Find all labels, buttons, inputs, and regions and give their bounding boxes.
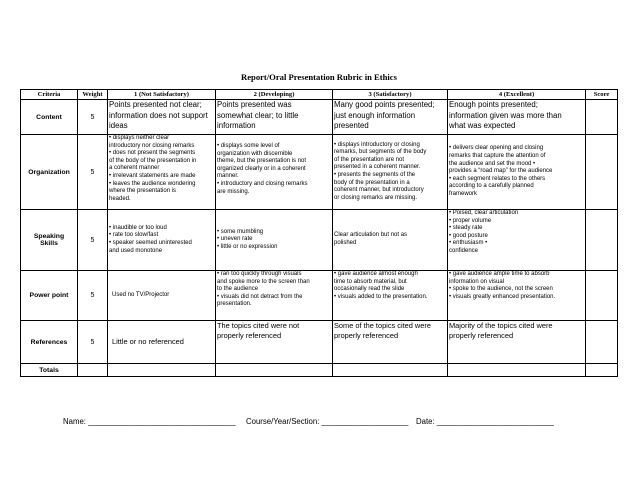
date-field[interactable]: Date: ___________________________ <box>416 417 554 426</box>
score-organization[interactable] <box>586 135 618 210</box>
references-level-2: The topics cited were not properly referenced <box>216 321 333 364</box>
row-speaking-skills <box>21 210 618 271</box>
weight-speaking-skills: 5 <box>78 210 108 271</box>
content-level-1: Points presented not clear; information does not support ideas <box>108 100 216 135</box>
row-totals <box>21 364 618 377</box>
content-level-2: Points presented was somewhat clear; to little information <box>216 100 333 135</box>
header-row <box>21 90 618 100</box>
header-level-1: 1 (Not Satisfactory) <box>108 90 216 100</box>
speaking-level-2: • some mumbling • uneven rate • little or no expression <box>216 210 333 271</box>
rubric-table <box>20 89 618 377</box>
totals-level-2 <box>216 364 333 377</box>
header-level-3: 3 (Satisfactory) <box>333 90 448 100</box>
header-criteria: Criteria <box>21 90 78 100</box>
organization-level-1: • displays neither clear introductory nor closing remarks • does not present the segments of the body of the presentation in a coherent manner • irrelevant statements are made • leaves the audience wondering where the presentation is headed. <box>108 135 216 210</box>
totals-level-1 <box>108 364 216 377</box>
score-references[interactable] <box>586 321 618 364</box>
course-year-section-field[interactable]: Course/Year/Section: ____________________ <box>246 417 409 426</box>
totals-level-3 <box>333 364 448 377</box>
score-content[interactable] <box>586 100 618 135</box>
weight-references: 5 <box>78 321 108 364</box>
references-level-1: Little or no referenced <box>108 321 216 364</box>
weight-organization: 5 <box>78 135 108 210</box>
content-level-3: Many good points presented; just enough information presented <box>333 100 448 135</box>
power-point-level-2: • ran too quickly through visuals and spoke more to the screen than to the audience • visuals did not detract from the presentation. <box>216 271 333 321</box>
criteria-speaking-skills: Speaking Skills <box>21 210 78 271</box>
name-field[interactable]: Name: __________________________________ <box>63 417 236 426</box>
score-power-point[interactable] <box>586 271 618 321</box>
organization-level-2: • displays some level of organization with discernible theme, but the presentation is not organized clearly or in a coherent manner. • introductory and closing remarks are missing. <box>216 135 333 210</box>
content-level-4: Enough points presented; information given was more than what was expected <box>448 100 586 135</box>
score-speaking-skills[interactable] <box>586 210 618 271</box>
totals-level-4 <box>448 364 586 377</box>
totals-label: Totals <box>21 364 78 377</box>
totals-weight <box>78 364 108 377</box>
organization-level-3: • displays introductory or closing remarks, but segments of the body of the presentation are not presented in a coherent manner. • presents the segments of the body of the presentation in a coherent manner, but introductory or closing remarks are missing. <box>333 135 448 210</box>
criteria-content: Content <box>21 100 78 135</box>
references-level-3: Some of the topics cited were properly referenced <box>333 321 448 364</box>
references-level-4: Majority of the topics cited were properly referenced <box>448 321 586 364</box>
weight-content: 5 <box>78 100 108 135</box>
header-weight: Weight <box>78 90 108 100</box>
header-score: Score <box>586 90 618 100</box>
totals-score[interactable] <box>586 364 618 377</box>
row-power-point <box>21 271 618 321</box>
header-level-4: 4 (Excellent) <box>448 90 586 100</box>
criteria-power-point: Power point <box>21 271 78 321</box>
power-point-level-3: • gave audience almost enough time to absorb material, but occasionally read the slide • visuals added to the presentation. <box>333 271 448 321</box>
speaking-level-4: • Poised, clear articulation • proper volume • steady rate • good posture • enthusiasm • confidence <box>448 210 586 271</box>
speaking-level-1: • inaudible or too loud • rate too slow/fast • speaker seemed uninterested and used monotone <box>108 210 216 271</box>
row-references <box>21 321 618 364</box>
criteria-references: References <box>21 321 78 364</box>
weight-power-point: 5 <box>78 271 108 321</box>
criteria-organization: Organization <box>21 135 78 210</box>
rubric-title: Report/Oral Presentation Rubric in Ethics <box>241 72 397 82</box>
speaking-level-3: Clear articulation but not as polished <box>333 210 448 271</box>
row-organization <box>21 135 618 210</box>
power-point-level-4: • gave audience ample time to absorb information on visual • spoke to the audience, not the screen • visuals greatly enhanced presentation. <box>448 271 586 321</box>
row-content <box>21 100 618 135</box>
header-level-2: 2 (Developing) <box>216 90 333 100</box>
organization-level-4: • delivers clear opening and closing remarks that capture the attention of the audience and set the mood • provides a “road map” for the audience • each segment relates to the others according to a carefully planned framework <box>448 135 586 210</box>
power-point-level-1: Used no TV/Projector <box>108 271 216 321</box>
